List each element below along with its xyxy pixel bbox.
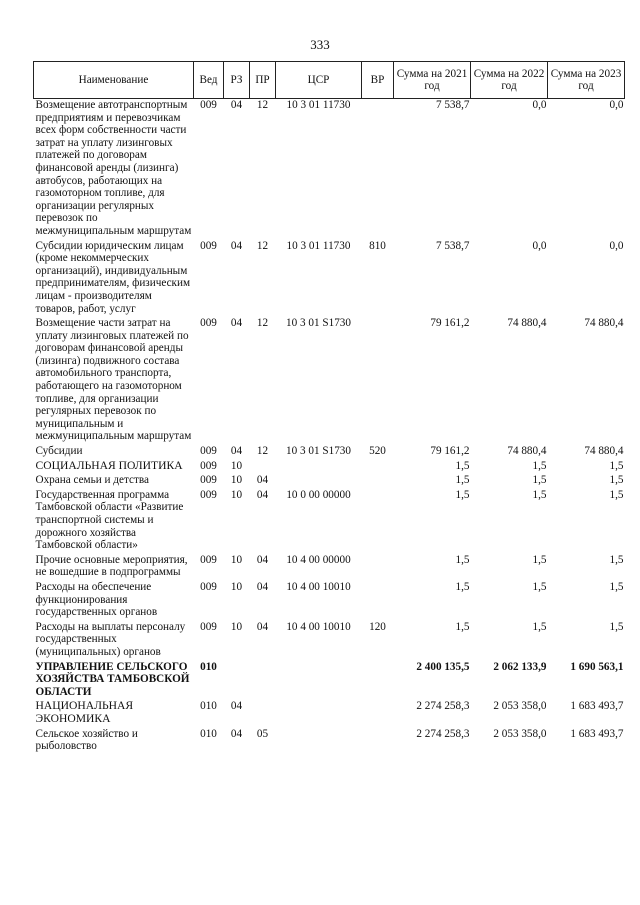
header-csr: ЦСР	[276, 62, 362, 99]
row-vr	[362, 698, 394, 725]
table-row	[34, 238, 625, 316]
row-ved: 010	[200, 727, 217, 740]
row-sum-2023: 1,5	[609, 580, 624, 593]
row-ved: 010	[200, 700, 217, 713]
row-name: НАЦИОНАЛЬНАЯ ЭКОНОМИКА	[35, 699, 134, 725]
row-sum-2023: 1 683 493,7	[570, 727, 624, 740]
row-sum-2022: 1,5	[532, 620, 547, 633]
row-ved: 009	[200, 580, 217, 593]
row-vr	[362, 458, 394, 473]
row-rz: 04	[230, 727, 243, 740]
header-ved: Вед	[194, 62, 224, 99]
table-row	[34, 659, 625, 699]
row-sum-2022: 2 053 358,0	[493, 727, 547, 740]
row-vr: 520	[369, 445, 386, 458]
row-sum-2022: 2 053 358,0	[493, 700, 547, 713]
row-pr: 12	[256, 445, 269, 458]
row-sum-2022: 1,5	[532, 459, 547, 472]
row-sum-2022: 1,5	[532, 580, 547, 593]
row-sum-2021: 79 161,2	[430, 445, 470, 458]
row-pr: 04	[256, 553, 269, 566]
row-ved: 009	[200, 99, 217, 111]
table-header-row	[34, 62, 625, 99]
row-sum-2023: 1,5	[609, 488, 624, 501]
row-vr: 120	[369, 620, 386, 633]
row-rz: 10	[230, 553, 243, 566]
row-sum-2021: 1,5	[455, 620, 470, 633]
row-sum-2021: 1,5	[455, 474, 470, 487]
table-row	[34, 552, 625, 579]
row-ved: 009	[200, 459, 217, 472]
row-pr: 04	[256, 620, 269, 633]
row-sum-2022: 74 880,4	[507, 317, 547, 330]
table-row	[34, 726, 625, 753]
table-row	[34, 472, 625, 487]
row-csr: 10 3 01 11730	[286, 99, 351, 111]
row-ved: 009	[200, 553, 217, 566]
row-vr	[362, 99, 394, 238]
budget-table	[33, 61, 625, 753]
row-sum-2021: 1,5	[455, 553, 470, 566]
row-vr: 810	[369, 239, 386, 252]
row-ved: 010	[200, 660, 217, 673]
row-pr	[250, 659, 276, 699]
row-ved: 009	[200, 474, 217, 487]
row-sum-2021: 7 538,7	[435, 239, 470, 252]
row-rz: 04	[230, 317, 243, 330]
row-csr: 10 4 00 00000	[286, 553, 351, 566]
row-rz: 10	[230, 474, 243, 487]
row-vr	[362, 659, 394, 699]
row-csr: 10 0 00 00000	[286, 488, 351, 501]
row-rz: 04	[230, 700, 243, 713]
table-row	[34, 579, 625, 619]
row-name: СОЦИАЛЬНАЯ ПОЛИТИКА	[35, 458, 183, 472]
row-pr: 12	[256, 99, 269, 111]
header-sum-2023: Сумма на 2023 год	[548, 62, 625, 99]
row-csr	[276, 472, 362, 487]
row-name: Субсидии юридическим лицам (кроме некоммерческих организаций), индивидуальным предпринимателям, физическим лицам - производителям товаров, работ, услуг	[35, 239, 191, 315]
row-sum-2021: 2 400 135,5	[416, 660, 470, 673]
row-sum-2021: 7 538,7	[435, 99, 470, 111]
header-sum-2021: Сумма на 2021 год	[394, 62, 471, 99]
row-ved: 009	[200, 317, 217, 330]
row-sum-2022: 0,0	[532, 239, 547, 252]
row-sum-2023: 74 880,4	[584, 445, 624, 458]
row-sum-2023: 1 683 493,7	[570, 700, 624, 713]
row-sum-2022: 1,5	[532, 474, 547, 487]
row-pr: 04	[256, 474, 269, 487]
row-sum-2023: 1,5	[609, 620, 624, 633]
row-name: Охрана семьи и детства	[35, 474, 149, 487]
row-vr	[362, 472, 394, 487]
row-pr: 04	[256, 488, 269, 501]
row-pr	[250, 698, 276, 725]
table-row	[34, 99, 625, 238]
row-csr: 10 3 01 11730	[286, 239, 351, 252]
row-ved: 009	[200, 620, 217, 633]
row-rz: 04	[230, 239, 243, 252]
page-number: 333	[310, 37, 330, 52]
row-sum-2022: 1,5	[532, 553, 547, 566]
row-sum-2023: 0,0	[609, 239, 624, 252]
row-csr: 10 3 01 S1730	[286, 445, 351, 458]
row-sum-2023: 1,5	[609, 459, 624, 472]
row-sum-2021: 2 274 258,3	[416, 727, 470, 740]
row-sum-2021: 79 161,2	[430, 317, 470, 330]
row-sum-2021: 1,5	[455, 580, 470, 593]
header-name: Наименование	[34, 62, 194, 99]
row-sum-2022: 2 062 133,9	[493, 660, 547, 673]
table-row	[34, 315, 625, 443]
row-rz: 04	[230, 445, 243, 458]
header-vr: ВР	[362, 62, 394, 99]
row-pr: 12	[256, 239, 269, 252]
row-csr: 10 4 00 10010	[286, 580, 351, 593]
row-vr	[362, 726, 394, 753]
table-row	[34, 458, 625, 473]
row-sum-2021: 1,5	[455, 488, 470, 501]
table-row	[34, 698, 625, 725]
row-rz: 10	[230, 580, 243, 593]
row-ved: 009	[200, 239, 217, 252]
row-csr	[276, 726, 362, 753]
row-pr	[250, 458, 276, 473]
row-rz: 10	[230, 488, 243, 501]
row-sum-2023: 1,5	[609, 474, 624, 487]
row-csr	[276, 458, 362, 473]
row-name: Сельское хозяйство и рыболовство	[35, 727, 138, 753]
row-pr: 12	[256, 317, 269, 330]
row-sum-2023: 1,5	[609, 553, 624, 566]
header-rz: РЗ	[224, 62, 250, 99]
table-row	[34, 443, 625, 458]
header-pr: ПР	[250, 62, 276, 99]
row-sum-2021: 1,5	[455, 459, 470, 472]
row-name: Расходы на выплаты персоналу государственных (муниципальных) органов	[35, 620, 186, 658]
row-pr: 04	[256, 580, 269, 593]
row-sum-2023: 1 690 563,1	[570, 660, 624, 673]
table-row	[34, 487, 625, 552]
row-name: Прочие основные мероприятия, не вошедшие в подпрограммы	[35, 553, 188, 579]
row-sum-2022: 1,5	[532, 488, 547, 501]
row-ved: 009	[200, 445, 217, 458]
row-name: Расходы на обеспечение функционирования государственных органов	[35, 580, 158, 619]
row-sum-2022: 74 880,4	[507, 445, 547, 458]
row-sum-2022: 0,0	[532, 99, 547, 111]
row-ved: 009	[200, 488, 217, 501]
row-name: Возмещение части затрат на уплату лизинговых платежей по договорам финансовой аренды (лизинга) подвижного состава автомобильного транспорта, работающего на газомоторном топливе, для организации регулярных перевозок по муниципальным и межмуниципальным маршрутам	[35, 317, 192, 443]
row-sum-2023: 0,0	[609, 99, 624, 111]
table-row	[34, 619, 625, 659]
row-sum-2023: 74 880,4	[584, 317, 624, 330]
row-vr	[362, 552, 394, 579]
row-pr: 05	[256, 727, 269, 740]
row-name: Государственная программа Тамбовской области «Развитие транспортной системы и дорожного хозяйства Тамбовской области»	[35, 488, 184, 552]
row-name: Субсидии	[35, 445, 83, 458]
row-name: УПРАВЛЕНИЕ СЕЛЬСКОГО ХОЗЯЙСТВА ТАМБОВСКОЙ ОБЛАСТИ	[35, 660, 190, 698]
row-sum-2021: 2 274 258,3	[416, 700, 470, 713]
header-sum-2022: Сумма на 2022 год	[471, 62, 548, 99]
row-rz	[224, 659, 250, 699]
row-vr	[362, 487, 394, 552]
table-body	[34, 99, 625, 753]
row-rz: 10	[230, 620, 243, 633]
row-csr: 10 3 01 S1730	[286, 317, 351, 330]
row-rz: 10	[230, 459, 243, 472]
row-rz: 04	[230, 99, 243, 111]
row-csr	[276, 698, 362, 725]
row-vr	[362, 579, 394, 619]
row-csr: 10 4 00 10010	[286, 620, 351, 633]
row-vr	[362, 315, 394, 443]
row-name: Возмещение автотранспортным предприятиям и перевозчикам всех форм собственности части затрат на уплату лизинговых платежей по договорам финансовой аренды (лизинга) автобусов, работающих на газомоторном топливе, для организации регулярных перевозок по межмуниципальным маршрутам	[35, 99, 192, 237]
row-csr	[276, 659, 362, 699]
